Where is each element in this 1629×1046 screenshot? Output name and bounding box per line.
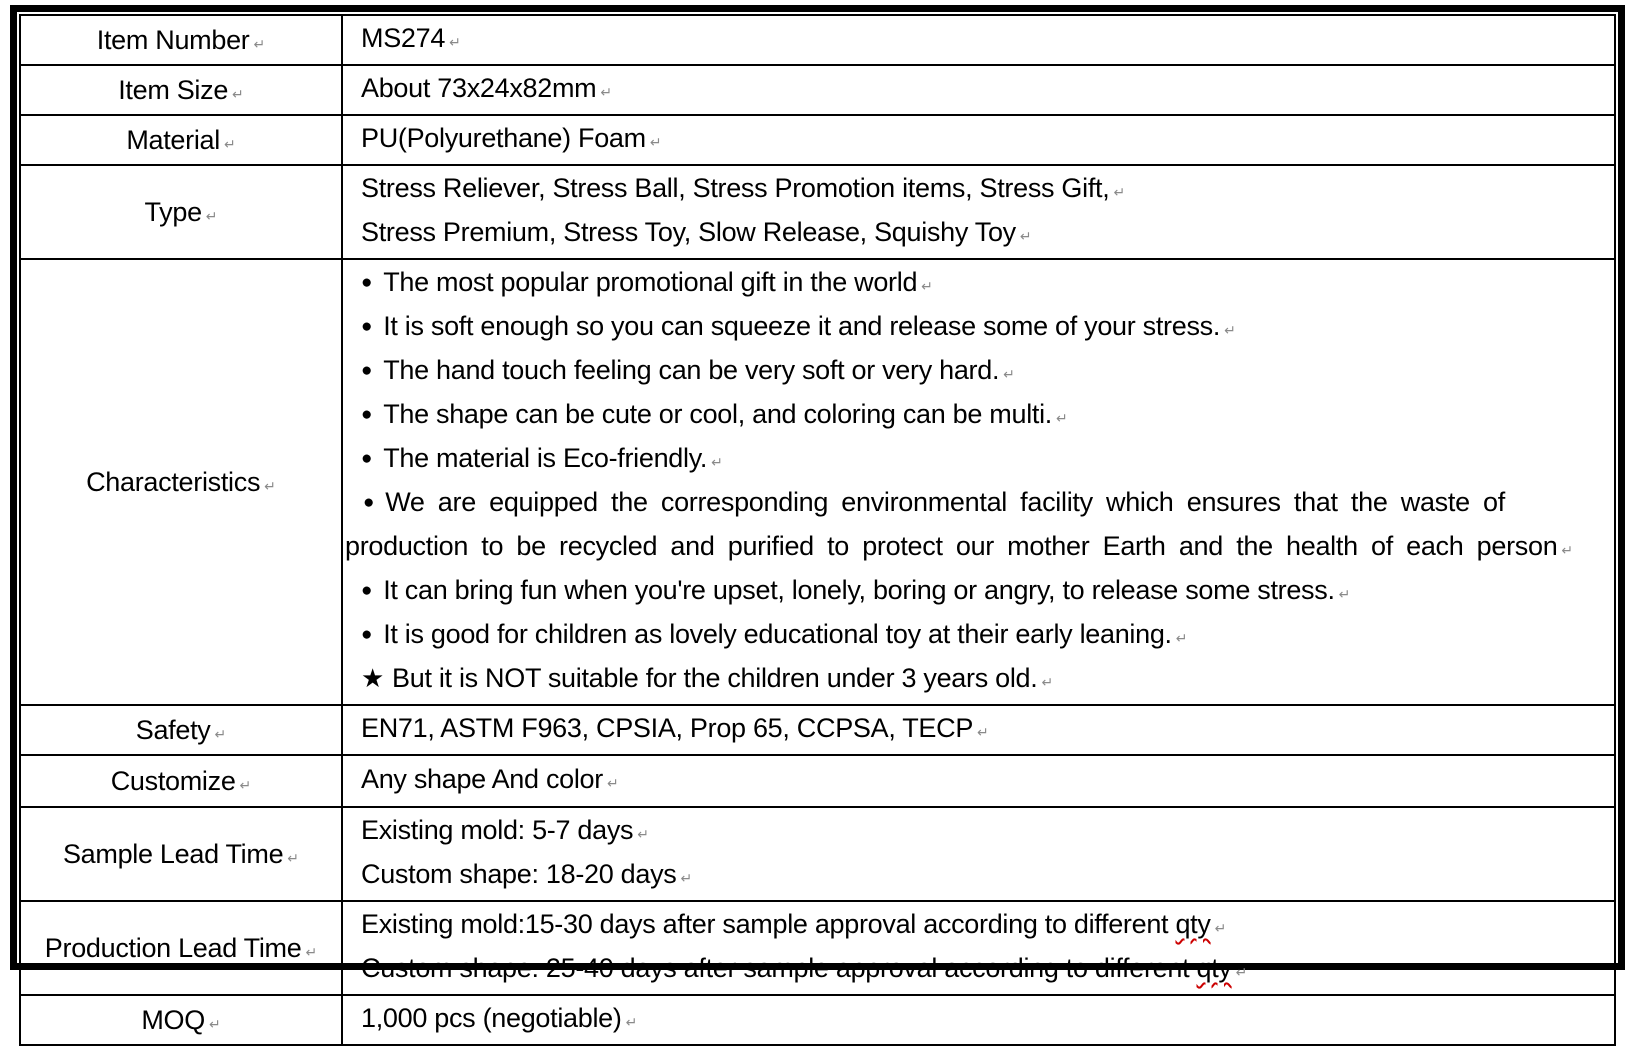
value-text: Stress Reliever, Stress Ball, Stress Promotion items, Stress Gift, [361,173,1110,203]
bullet-icon: ● [361,360,373,381]
label-cell-customize [20,755,342,807]
value-text: About 73x24x82mm [361,73,597,103]
value-line [361,854,1606,898]
spec-row-characteristics [20,259,1615,705]
paragraph-mark-icon: ↵ [449,34,461,50]
product-spec-table [19,14,1616,1046]
value-text: EN71, ASTM F963, CPSIA, Prop 65, CCPSA, TECP [361,713,974,743]
paragraph-mark-icon: ↵ [264,477,276,494]
value-line [361,904,1606,948]
spec-row-customize [20,755,1615,807]
label-cell-sample-lead-time [20,807,342,901]
label-cell-material [20,115,342,165]
paragraph-mark-icon: ↵ [1235,964,1248,980]
paragraph-mark-icon: ↵ [625,1014,638,1030]
label-cell-moq [20,995,342,1045]
bullet-icon: ● [361,316,373,337]
characteristic-item [361,306,1606,350]
row-label: Customize [110,765,236,796]
spec-row-sample-lead-time [20,807,1615,901]
paragraph-mark-icon: ↵ [921,278,933,294]
value-text: MS274 [361,23,446,53]
value-text: Custom shape: 18-20 days [361,859,677,889]
paragraph-mark-icon: ↵ [1224,322,1236,338]
paragraph-mark-icon: ↵ [600,84,613,100]
bullet-icon: ● [361,404,373,425]
star-icon: ★ [361,663,385,693]
label-cell-item-number [20,15,342,65]
spec-row-item-number [20,15,1615,65]
paragraph-mark-icon: ↵ [1113,184,1126,200]
value-cell-material [342,115,1615,165]
value-cell-sample-lead-time [342,807,1615,901]
characteristic-text: The shape can be cute or cool, and coloring can be multi. [383,399,1053,429]
value-line [361,18,1606,62]
characteristic-item [361,658,1606,702]
value-text: Custom shape: 25-40 days after sample approval according to different [361,953,1197,983]
paragraph-mark-icon: ↵ [1214,920,1227,936]
label-cell-item-size [20,65,342,115]
paragraph-mark-icon: ↵ [1338,586,1351,602]
label-cell-production-lead-time [20,901,342,995]
misspelled-word: qty [1175,909,1211,939]
characteristic-item [361,262,1606,306]
value-line [361,68,1606,112]
paragraph-mark-icon: ↵ [977,724,989,740]
row-label: Type [144,196,202,227]
spec-row-item-size [20,65,1615,115]
paragraph-mark-icon: ↵ [232,85,244,102]
paragraph-mark-icon: ↵ [253,35,266,52]
spec-row-production-lead-time [20,901,1615,995]
paragraph-mark-icon: ↵ [305,943,318,960]
row-label: Item Number [96,24,250,55]
row-label: MOQ [141,1004,205,1035]
spec-row-safety [20,705,1615,755]
row-label: Characteristics [86,466,261,497]
value-text: Any shape And color [361,764,603,794]
characteristic-text: The most popular promotional gift in the world [383,267,918,297]
characteristic-text: The material is Eco-friendly. [383,443,708,473]
value-line [361,168,1606,212]
row-label: Item Size [118,74,229,105]
bullet-icon: ● [361,580,373,601]
spec-table-border [10,5,1625,1035]
row-label: Sample Lead Time [62,838,284,869]
value-cell-customize [342,755,1615,807]
value-text: PU(Polyurethane) Foam [361,123,646,153]
bullet-icon: ● [363,492,375,513]
paragraph-mark-icon: ↵ [1003,366,1015,382]
paragraph-mark-icon: ↵ [606,775,619,791]
misspelled-word: qty [1196,953,1232,983]
bullet-icon: ● [361,272,373,293]
paragraph-mark-icon: ↵ [223,135,236,152]
value-text: Existing mold:15-30 days after sample approval according to different [361,909,1176,939]
value-line [361,998,1606,1042]
label-cell-characteristics [20,259,342,705]
paragraph-mark-icon: ↵ [214,725,227,742]
value-line [361,948,1606,992]
paragraph-mark-icon: ↵ [1175,630,1188,646]
spec-row-type [20,165,1615,259]
value-cell-type [342,165,1615,259]
value-cell-item-size [342,65,1615,115]
bullet-icon: ● [361,448,373,469]
paragraph-mark-icon: ↵ [205,207,218,224]
paragraph-mark-icon: ↵ [649,134,662,150]
label-cell-type [20,165,342,259]
row-label: Material [126,124,220,155]
spec-table-body [20,15,1615,1045]
value-text: Stress Premium, Stress Toy, Slow Release, Squishy Toy [361,217,1016,247]
value-line [361,810,1606,854]
paragraph-mark-icon: ↵ [1561,542,1574,558]
spec-row-moq [20,995,1615,1045]
characteristic-item [361,394,1606,438]
value-cell-production-lead-time [342,901,1615,995]
characteristic-text: It is good for children as lovely educational toy at their early leaning. [383,619,1172,649]
row-label: Production Lead Time [44,932,302,963]
value-cell-safety [342,705,1615,755]
characteristic-item [345,482,1606,570]
value-cell-item-number [342,15,1615,65]
value-cell-characteristics [342,259,1615,705]
paragraph-mark-icon: ↵ [287,849,300,866]
bullet-icon: ● [361,624,373,645]
characteristic-item [361,438,1606,482]
paragraph-mark-icon: ↵ [1041,674,1054,690]
characteristic-item [361,350,1606,394]
characteristic-text: It can bring fun when you're upset, lonely, boring or angry, to release some stress. [383,575,1335,605]
paragraph-mark-icon: ↵ [1019,228,1032,244]
characteristic-text: It is soft enough so you can squeeze it and release some of your stress. [383,311,1221,341]
paragraph-mark-icon: ↵ [239,776,252,793]
characteristic-text: But it is NOT suitable for the children under 3 years old. [392,663,1038,693]
value-line [361,212,1606,256]
value-line [361,708,1606,752]
paragraph-mark-icon: ↵ [711,454,723,470]
paragraph-mark-icon: ↵ [208,1015,221,1032]
characteristic-item [361,614,1606,658]
paragraph-mark-icon: ↵ [680,870,693,886]
paragraph-mark-icon: ↵ [1056,410,1068,426]
value-text: 1,000 pcs (negotiable) [361,1003,622,1033]
row-label: Safety [135,714,211,745]
characteristic-text: The hand touch feeling can be very soft or very hard. [383,355,1000,385]
characteristic-item [361,570,1606,614]
value-text: Existing mold: 5-7 days [361,815,634,845]
value-line [361,118,1606,162]
paragraph-mark-icon: ↵ [637,826,649,842]
characteristic-text: We are equipped the corresponding environmental facility which ensures that the waste of production to be recycled and purified to protect our mother Earth and the health of each person [345,487,1558,561]
label-cell-safety [20,705,342,755]
spec-row-material [20,115,1615,165]
value-cell-moq [342,995,1615,1045]
value-line [361,759,1606,803]
